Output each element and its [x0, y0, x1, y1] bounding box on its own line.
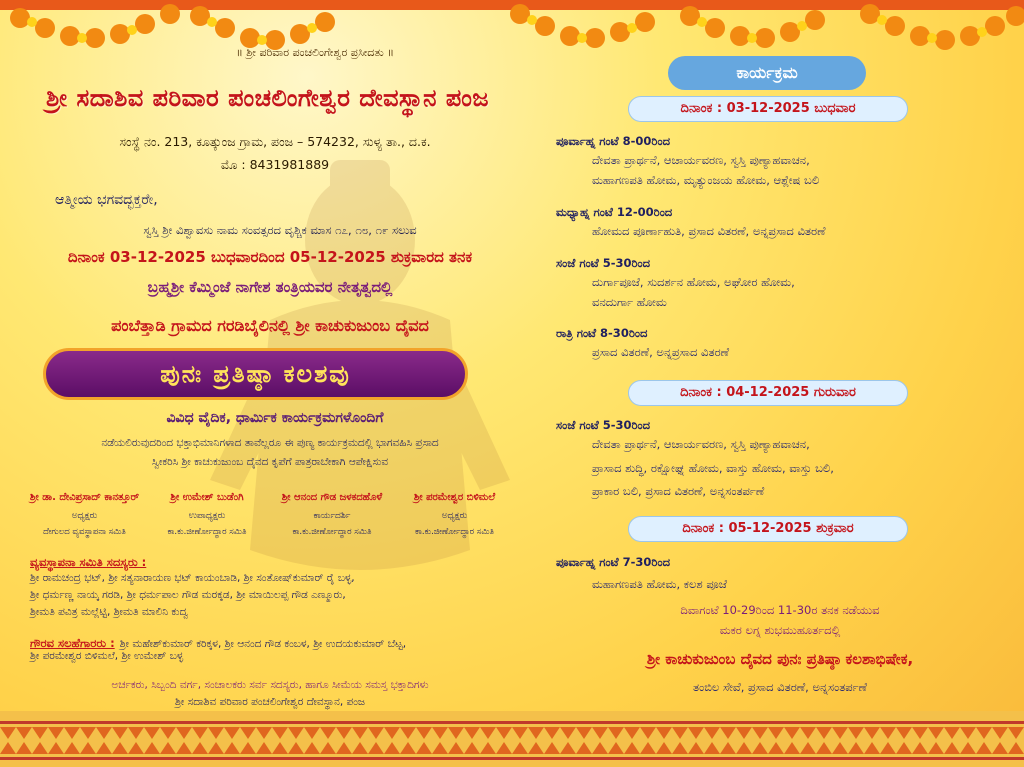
official-org: ದೇಗುಲದ ವ್ಯವಸ್ಥಾಪನಾ ಸಮಿತಿ: [43, 527, 126, 537]
date-pill-day3: ದಿನಾಂಕ : 05-12-2025 ಶುಕ್ರವಾರ: [628, 516, 908, 542]
slot-heading: ಸಂಜೆ ಗಂಟೆ 5-30ರಿಂದ: [556, 418, 651, 432]
temple-phone: ಮೊ : 8431981889: [220, 157, 330, 172]
temple-address: ಸಂಸ್ಥೆ ನಂ. 213, ಕೂತ್ಕುಂಜ ಗ್ರಾಮ, ಪಂಜ – 574232, ಸುಳ್ಯ ತಾ., ದ.ಕ.: [119, 134, 431, 149]
official-card: [397, 492, 512, 537]
invite-priest: ಬ್ರಹ್ಮಶ್ರೀ ಕೆಮ್ಮಿಂಜೆ ನಾಗೇಶ ತಂತ್ರಿಯವರ ನೇತೃತ್ವದಲ್ಲಿ: [147, 278, 393, 296]
slot-heading: ರಾತ್ರಿ ಗಂಟೆ 8-30ರಿಂದ: [556, 326, 648, 340]
slot-text: ಪ್ರಾಸಾದ ಶುದ್ಧಿ, ರಕ್ಷೋಘ್ನ ಹೋಮ, ವಾಸ್ತು ಹೋಮ, ವಾಸ್ತು ಬಲಿ,: [592, 461, 834, 475]
official-role: ಅಧ್ಯಕ್ಷರು: [441, 511, 468, 521]
official-name: ಶ್ರೀ ಡಾ. ದೇವಿಪ್ರಸಾದ್ ಕಾನತ್ತೂರ್: [29, 492, 140, 503]
committee-line: ಶ್ರೀ ಧರ್ಮಣ್ಣ ನಾಯ್ಕ ಗರಡಿ, ಶ್ರೀ ಧರ್ಮಪಾಲ ಗೌಡ ಮರಕ್ಕಡ, ಶ್ರೀ ಮಾಯಿಲಪ್ಪ ಗೌಡ ಎಣ್ಮೂರು,: [30, 589, 346, 601]
official-name: ಶ್ರೀ ಆನಂದ ಗೌಡ ಜಳಕದಹೊಳೆ: [281, 492, 383, 503]
slot-text: ಪ್ರಾಕಾರ ಬಲಿ, ಪ್ರಸಾದ ವಿತರಣೆ, ಅನ್ನಸಂತರ್ಪಣೆ: [592, 484, 765, 498]
official-card: [22, 492, 147, 537]
invite-venue: ಪಂಬೆತ್ತಾಡಿ ಗ್ರಾಮದ ಗರಡಿಬೈಲಿನಲ್ಲಿ ಶ್ರೀ ಕಾಚುಕುಜುಂಬ ದೈವದ: [111, 316, 429, 335]
slot-text: ಮಹಾಗಣಪತಿ ಹೋಮ, ಮೃತ್ಯುಂಜಯ ಹೋಮ, ಆಶ್ಲೇಷ ಬಲಿ: [592, 173, 820, 187]
date-pill-day1: ದಿನಾಂಕ : 03-12-2025 ಬುಧವಾರ: [628, 96, 908, 122]
slot-text: ದೇವತಾ ಪ್ರಾರ್ಥನೆ, ಆಚಾರ್ಯವರಣ, ಸ್ವಸ್ತಿ ಪುಣ್ಯಾಹವಾಚನ,: [592, 153, 810, 167]
official-name: ಶ್ರೀ ಪರಮೇಶ್ವರ ಬಿಳಿಮಲೆ: [413, 492, 496, 503]
invite-request-2: ಸ್ವೀಕರಿಸಿ ಶ್ರೀ ಕಾಚುಕುಜುಂಬ ದೈವದ ಕೃಪೆಗೆ ಪಾತ್ರರಾಬೇಕಾಗಿ ಆಪೇಕ್ಷಿಸುವ: [151, 456, 389, 468]
advisors-block: [30, 632, 406, 651]
official-org: ಕಾ.ಕು.ಜೀರ್ಣೋದ್ಧಾರ ಸಮಿತಿ: [292, 527, 372, 537]
official-role: ಉಪಾಧ್ಯಕ್ಷರು: [188, 511, 226, 521]
slot-text: ಹೋಮದ ಪೂರ್ಣಾಹುತಿ, ಪ್ರಸಾದ ವಿತರಣೆ, ಅನ್ನಪ್ರಸಾದ ವಿತರಣೆ: [592, 224, 826, 238]
slot-text: ಮಹಾಗಣಪತಿ ಹೋಮ, ಕಲಶ ಪೂಜೆ: [592, 577, 727, 591]
date-pill-day2: ದಿನಾಂಕ : 04-12-2025 ಗುರುವಾರ: [628, 380, 908, 406]
invite-request-1: ನಡೆಯಲಿರುವುದರಿಂದ ಭಕ್ತಾಭಿಮಾನಿಗಳಾದ ತಾವೆಲ್ಲರೂ ಈ ಪುಣ್ಯ ಕಾರ್ಯಕ್ರಮದಲ್ಲಿ ಭಾಗವಹಿಸಿ ಪ್ರಸಾದ: [101, 437, 439, 449]
slot-heading: ಪೂರ್ವಾಹ್ನ ಗಂಟೆ 7-30ರಿಂದ: [556, 555, 670, 569]
invite-line-1: ಸ್ವಸ್ತಿ ಶ್ರೀ ವಿಶ್ವಾವಸು ನಾಮ ಸಂವತ್ಸರದ ವೃಶ್ಚಿಕ ಮಾಸ ೧೭, ೧೮, ೧೯ ಸಲುವ: [143, 223, 417, 237]
event-banner: ಪುನಃ ಪ್ರತಿಷ್ಠಾ ಕಲಶವು: [43, 348, 468, 400]
advisors-line-2: ಶ್ರೀ ಪರಮೇಶ್ವರ ಬಿಳಿಮಲೆ, ಶ್ರೀ ಉಮೇಶ್ ಬಳ್ಳ: [30, 650, 184, 662]
advisors-line-1: ಶ್ರೀ ಮಹೇಶ್‌ಕುಮಾರ್ ಕರಿಕ್ಕಳ, ಶ್ರೀ ಆನಂದ ಗೌಡ ಕಂಬಳ, ಶ್ರೀ ಉದಯಕುಮಾರ್ ಬೆಟ್ಟ,: [119, 638, 407, 650]
kalashabhisheka-line: ಶ್ರೀ ಕಾಚುಕುಜುಂಬ ದೈವದ ಪುನಃ ಪ್ರತಿಷ್ಠಾ ಕಲಶಾಭಿಷೇಕ,: [646, 650, 914, 668]
committee-heading: ವ್ಯವಸ್ಥಾಪನಾ ಸಮಿತಿ ಸದಸ್ಯರು :: [30, 555, 147, 569]
footer-line-2: ಶ್ರೀ ಸದಾಶಿವ ಪರಿವಾರ ಪಂಚಲಿಂಗೇಶ್ವರ ದೇವಸ್ಥಾನ, ಪಂಜ: [175, 696, 365, 708]
slot-text: ಪ್ರಸಾದ ವಿತರಣೆ, ಅನ್ನಪ್ರಸಾದ ವಿತರಣೆ: [592, 345, 730, 359]
invite-programmes: ವಿವಿಧ ವೈದಿಕ, ಧಾರ್ಮಿಕ ಕಾರ್ಯಕ್ರಮಗಳೊಂದಿಗೆ: [166, 410, 384, 426]
slot-heading: ಮಧ್ಯಾಹ್ನ ಗಂಟೆ 12-00ರಿಂದ: [556, 205, 673, 219]
slot-text: ದೇವತಾ ಪ್ರಾರ್ಥನೆ, ಆಚಾರ್ಯವರಣ, ಸ್ವಸ್ತಿ ಪುಣ್ಯಾಹವಾಚನ,: [592, 437, 810, 451]
muhurta-time: ದಿವಾಗಂಟೆ 10-29ರಿಂದ 11-30ರ ತನಕ ನಡೆಯುವ: [680, 603, 880, 617]
official-role: ಅಧ್ಯಕ್ಷರು: [71, 511, 98, 521]
advisors-heading: ಗೌರವ ಸಲಹೆಗಾರರು :: [30, 636, 115, 650]
slot-text: ದುರ್ಗಾಪೂಜೆ, ಸುದರ್ಶನ ಹೋಮ, ಅಘೋರ ಹೋಮ,: [592, 275, 795, 289]
committee-line: ಶ್ರೀ ರಾಮಚಂದ್ರ ಭಟ್, ಶ್ರೀ ಸತ್ಯನಾರಾಯಣ ಭಟ್ ಕಾಯಂಬಾಡಿ, ಶ್ರೀ ಸಂತೋಷ್‌ಕುಮಾರ್ ರೈ ಬಳ್ಳ,: [30, 572, 355, 584]
official-org: ಕಾ.ಕು.ಜೀರ್ಣೋದ್ಧಾರ ಸಮಿತಿ: [415, 527, 494, 537]
invite-dates: ದಿನಾಂಕ 03-12-2025 ಬುಧವಾರದಿಂದ 05-12-2025 ಶುಕ್ರವಾರದ ತನಕ: [67, 248, 473, 266]
official-card: [267, 492, 397, 537]
temple-title: ಶ್ರೀ ಸದಾಶಿವ ಪರಿವಾರ ಪಂಚಲಿಂಗೇಶ್ವರ ದೇವಸ್ಥಾನ ಪಂಜ: [45, 84, 490, 112]
final-events: ತಂಬಿಲ ಸೇವೆ, ಪ್ರಸಾದ ವಿತರಣೆ, ಅನ್ನಸಂತರ್ಪಣೆ: [693, 680, 867, 694]
committee-line: ಶ್ರೀಮತಿ ಪವಿತ್ರ ಮಲ್ಲೆಟ್ಟಿ, ಶ್ರೀಮತಿ ಮಾಲಿನಿ ಕುದ್ವ: [30, 606, 189, 618]
official-role: ಕಾರ್ಯದರ್ಶಿ: [313, 511, 351, 521]
official-name: ಶ್ರೀ ಉಮೇಶ್ ಬುಡೆಂಗಿ: [170, 492, 244, 503]
muhurta-lagna: ಮಕರ ಲಗ್ನ ಶುಭಮುಹೂರ್ತದಲ್ಲಿ: [719, 623, 841, 637]
slot-text: ವನದುರ್ಗಾ ಹೋಮ: [592, 295, 667, 309]
programme-title-pill: ಕಾರ್ಯಕ್ರಮ: [668, 56, 866, 90]
bottom-border-decoration: [0, 711, 1024, 767]
official-org: ಕಾ.ಕು.ಜೀರ್ಣೋದ್ಧಾರ ಸಮಿತಿ: [167, 527, 247, 537]
slot-heading: ಸಂಜೆ ಗಂಟೆ 5-30ರಿಂದ: [556, 256, 651, 270]
footer-line-1: ಅರ್ಚಕರು, ಸಿಬ್ಬಂದಿ ವರ್ಗ, ಸಂಚಾಲಕರು ಸರ್ವ ಸದಸ್ಯರು, ಹಾಗೂ ಸೀಮೆಯ ಸಮಸ್ತ ಭಕ್ತಾದಿಗಳು: [111, 679, 429, 691]
official-card: [147, 492, 267, 537]
slot-heading: ಪೂರ್ವಾಹ್ನ ಗಂಟೆ 8-00ರಿಂದ: [556, 134, 670, 148]
greeting: ಆತ್ಮೀಯ ಭಗವದ್ಭಕ್ತರೇ,: [55, 192, 158, 208]
prasida-line: ॥ ಶ್ರೀ ಪರಿವಾರ ಪಂಚಲಿಂಗೇಶ್ವರ ಪ್ರಸೀದತು ॥: [236, 46, 394, 59]
